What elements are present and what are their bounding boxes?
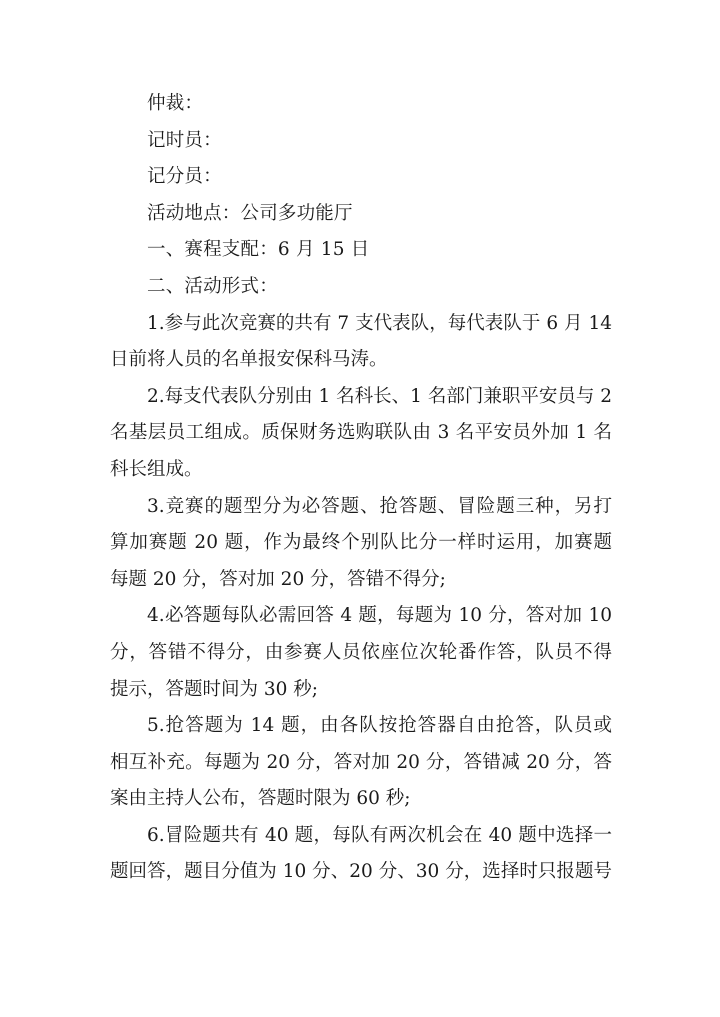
paragraph-line: 相互补充。每题为 20 分，答对加 20 分，答错减 20 分，答	[110, 751, 612, 773]
rule-paragraph-2	[110, 379, 612, 489]
paragraph-line: 案由主持人公布，答题时限为 60 秒;	[110, 788, 411, 810]
paragraph-line: 4.必答题每队必需回答 4 题，每题为 10 分，答对加 10	[147, 605, 612, 627]
format-heading: 二、活动形式：	[147, 275, 278, 297]
rule-paragraph-3	[110, 489, 612, 599]
paragraph-line: 3.竞赛的题型分为必答题、抢答题、冒险题三种，另打	[147, 495, 612, 517]
paragraph-line: 科长组成。	[110, 458, 203, 480]
venue-line: 活动地点：公司多功能厅	[147, 202, 353, 224]
paragraph-line: 2.每支代表队分别由 1 名科长、1 名部门兼职平安员与 2	[147, 385, 612, 407]
rule-paragraph-6	[110, 818, 612, 891]
document-page	[110, 86, 612, 891]
schedule-heading: 一、赛程支配：6 月 15 日	[147, 239, 370, 261]
paragraph-line: 提示，答题时间为 30 秒;	[110, 678, 319, 700]
paragraph-line: 名基层员工组成。质保财务选购联队由 3 名平安员外加 1 名	[110, 422, 612, 444]
scorekeeper-label: 记分员：	[147, 166, 222, 188]
rule-paragraph-1	[110, 306, 612, 379]
arbiter-label: 仲裁：	[147, 93, 204, 114]
timekeeper-label: 记时员：	[147, 129, 222, 151]
paragraph-line: 6.冒险题共有 40 题，每队有两次机会在 40 题中选择一	[147, 824, 612, 846]
paragraph-line: 每题 20 分，答对加 20 分，答错不得分;	[110, 568, 446, 590]
paragraph-line: 题回答，题目分值为 10 分、20 分、30 分，选择时只报题号	[110, 861, 612, 883]
rule-paragraph-5	[110, 708, 612, 818]
rule-paragraph-4	[110, 598, 612, 708]
paragraph-line: 1.参与此次竞赛的共有 7 支代表队，每代表队于 6 月 14	[147, 312, 612, 334]
paragraph-line: 5.抢答题为 14 题，由各队按抢答器自由抢答，队员或	[147, 715, 612, 737]
paragraph-line: 算加赛题 20 题，作为最终个别队比分一样时运用，加赛题	[110, 532, 612, 554]
paragraph-line: 日前将人员的名单报安保科马涛。	[110, 349, 388, 371]
paragraph-line: 分，答错不得分，由参赛人员依座位次轮番作答，队员不得	[110, 641, 612, 663]
